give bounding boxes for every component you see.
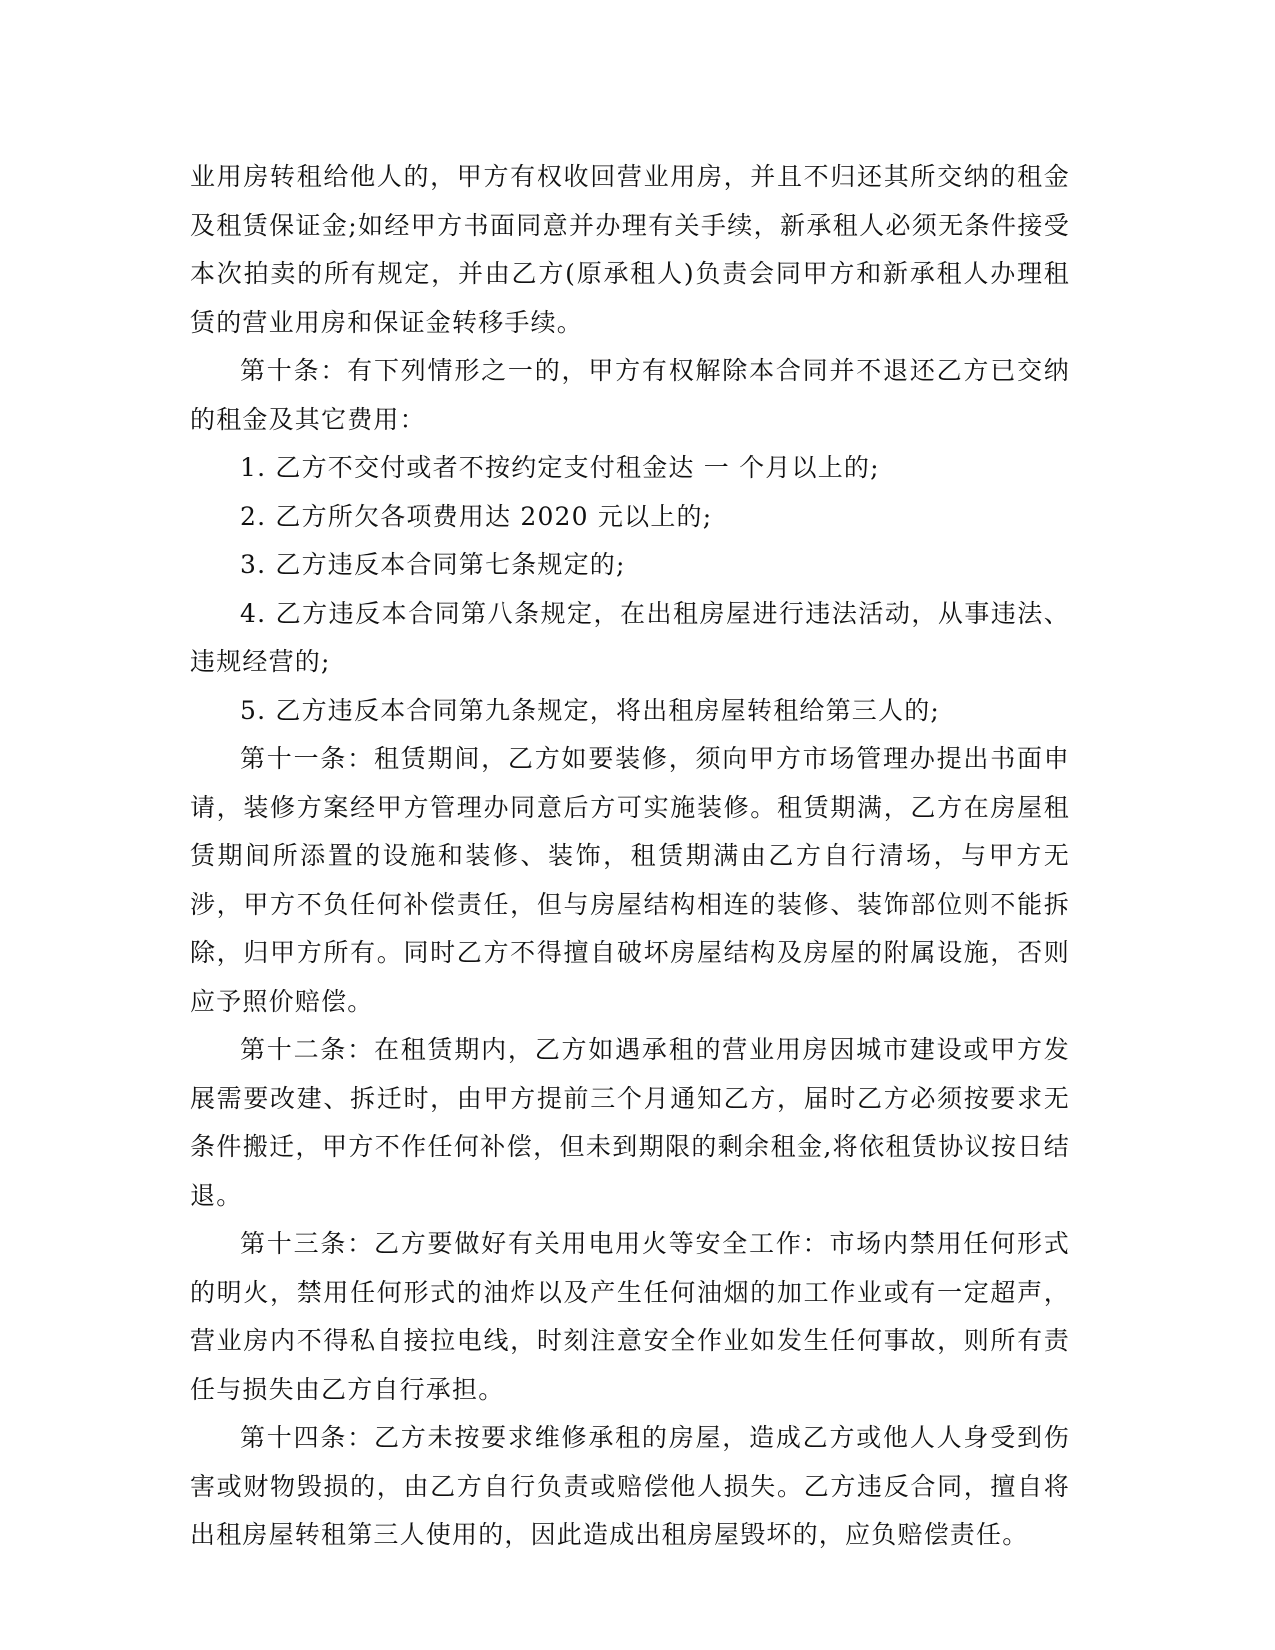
list-item-2: 2. 乙方所欠各项费用达 2020 元以上的; (240, 501, 713, 531)
list-item-5: 5. 乙方违反本合同第九条规定，将出租房屋转租给第三人的; (240, 695, 941, 725)
list-item-1: 1. 乙方不交付或者不按约定支付租金达 一 个月以上的; (240, 453, 880, 482)
paragraph-article-11: 第十一条：租赁期间，乙方如要装修，须向甲方市场管理办提出书面申请，装修方案经甲方管理办同意后方可实施装修。租赁期满，乙方在房屋租赁期间所添置的设施和装修、装饰，租赁期满由乙方自行清场，与甲方无涉，甲方不负任何补偿责任，但与房屋结构相连的装修、装饰部位则不能拆除，归甲方所有。同时乙方不得擅自破坏房屋结构及房屋的附属设施，否则应予照价赔偿。 (190, 744, 1070, 1016)
document-body (190, 153, 1070, 1560)
list-item-4: 4. 乙方违反本合同第八条规定，在出租房屋进行违法活动，从事违法、违规经营的; (190, 598, 1070, 676)
paragraph-article-10: 第十条：有下列情形之一的，甲方有权解除本合同并不退还乙方已交纳的租金及其它费用： (190, 356, 1070, 434)
paragraph-article-12: 第十二条：在租赁期内，乙方如遇承租的营业用房因城市建设或甲方发展需要改建、拆迁时，由甲方提前三个月通知乙方，届时乙方必须按要求无条件搬迁，甲方不作任何补偿，但未到期限的剩余租金,将依租赁协议按日结退。 (190, 1035, 1070, 1210)
list-item-3: 3. 乙方违反本合同第七条规定的; (240, 550, 626, 579)
paragraph-continuation: 业用房转租给他人的，甲方有权收回营业用房，并且不归还其所交纳的租金及租赁保证金;如经甲方书面同意并办理有关手续，新承租人必须无条件接受本次拍卖的所有规定，并由乙方(原承租人)负责会同甲方和新承租人办理租赁的营业用房和保证金转移手续。 (190, 162, 1070, 337)
paragraph-article-14: 第十四条：乙方未按要求维修承租的房屋，造成乙方或他人人身受到伤害或财物毁损的，由乙方自行负责或赔偿他人损失。乙方违反合同，擅自将出租房屋转租第三人使用的，因此造成出租房屋毁坏的，应负赔偿责任。 (190, 1423, 1070, 1549)
paragraph-article-13: 第十三条：乙方要做好有关用电用火等安全工作：市场内禁用任何形式的明火，禁用任何形式的油炸以及产生任何油烟的加工作业或有一定超声，营业房内不得私自接拉电线，时刻注意安全作业如发生任何事故，则所有责任与损失由乙方自行承担。 (190, 1229, 1070, 1404)
